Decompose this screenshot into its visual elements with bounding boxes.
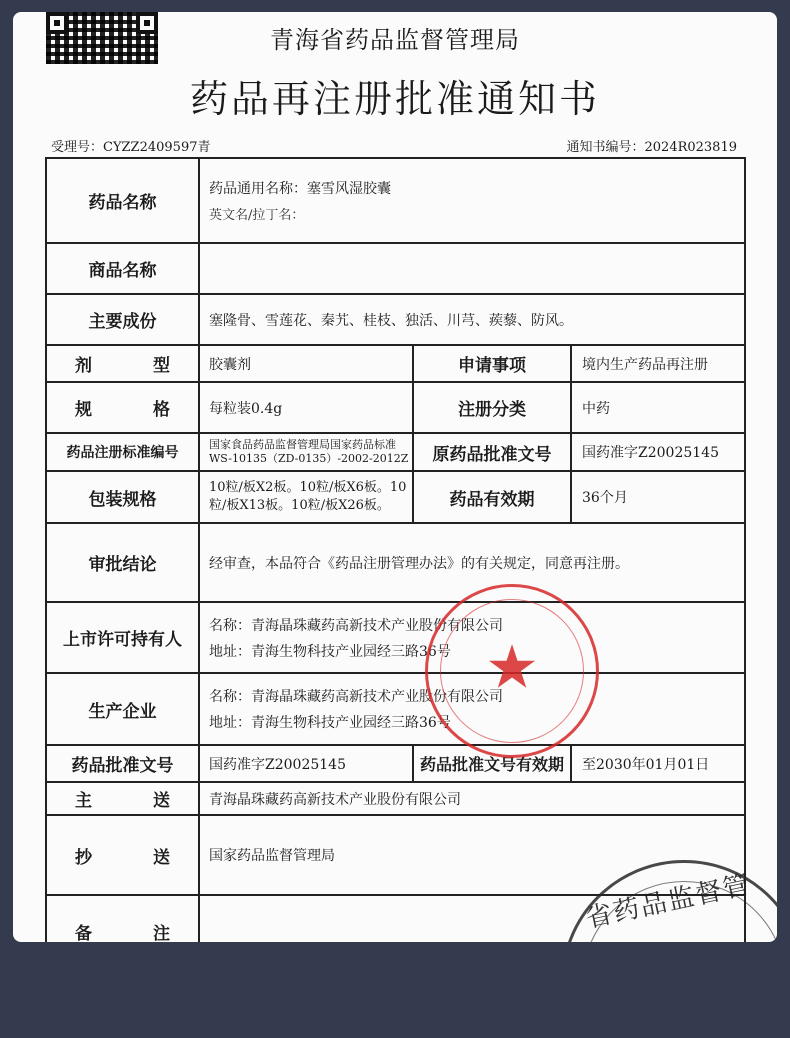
- value-trade-name: [200, 244, 744, 293]
- row-ingredients: [47, 295, 744, 346]
- label-ingredients: 主要成份: [47, 295, 200, 344]
- value-package: 10粒/板X2板。10粒/板X6板。10粒/板X13板。10粒/板X26板。: [200, 472, 414, 522]
- row-package: [47, 472, 744, 524]
- value-validity: 36个月: [582, 490, 628, 506]
- value-holder: [200, 603, 744, 672]
- holder-address: 地址：青海生物科技产业园经三路36号: [209, 643, 451, 660]
- label-original-approval: 原药品批准文号: [414, 434, 572, 470]
- acceptance-number: 受理号：CYZZ2409597青: [51, 140, 211, 155]
- label-remarks: 备 注: [47, 896, 200, 942]
- document-card: [13, 12, 777, 942]
- row-approval-number: [47, 746, 744, 783]
- manufacturer-name: 名称：青海晶珠藏药高新技术产业股份有限公司: [209, 689, 503, 705]
- english-name: 英文名/拉丁名：: [209, 208, 305, 223]
- value-standard: 国家食品药品监督管理局国家药品标准 WS-10135（ZD-0135）-2002-2012Z: [200, 434, 414, 470]
- label-category: 注册分类: [414, 383, 572, 432]
- label-conclusion: 审批结论: [47, 524, 200, 601]
- row-drug-name: [47, 159, 744, 244]
- row-main-to: [47, 783, 744, 816]
- generic-name: 药品通用名称：塞雪风湿胶囊: [209, 181, 391, 197]
- value-remarks: [200, 896, 744, 942]
- value-ingredients: 塞隆骨、雪莲花、秦艽、桂枝、独活、川芎、蒺藜、防风。: [209, 312, 573, 329]
- document-title: 药品再注册批准通知书: [189, 77, 600, 121]
- label-trade-name: 商品名称: [47, 244, 200, 293]
- row-remarks: [47, 896, 744, 942]
- value-manufacturer: [200, 674, 744, 744]
- agency-seal-text: 省药品监督管: [583, 869, 754, 935]
- row-spec: [47, 383, 744, 434]
- row-standard: [47, 434, 744, 472]
- label-dosage: 剂 型: [47, 346, 200, 381]
- row-trade-name: [47, 244, 744, 295]
- label-package: 包装规格: [47, 472, 200, 522]
- star-icon: ★: [485, 632, 539, 703]
- approval-table: [45, 157, 746, 942]
- row-dosage: [47, 346, 744, 383]
- label-validity: 药品有效期: [414, 472, 572, 522]
- row-manufacturer: [47, 674, 744, 746]
- label-drug-name: 药品名称: [47, 159, 200, 242]
- holder-name: 名称：青海晶珠藏药高新技术产业股份有限公司: [209, 617, 503, 634]
- row-conclusion: [47, 524, 744, 603]
- notice-number: 通知书编号：2024R023819: [566, 140, 737, 155]
- value-application: 境内生产药品再注册: [582, 356, 708, 373]
- value-dosage: 胶囊剂: [200, 346, 414, 381]
- value-conclusion: 经审查，本品符合《药品注册管理办法》的有关规定，同意再注册。: [209, 555, 629, 572]
- label-application: 申请事项: [414, 346, 572, 381]
- value-drug-name: [200, 159, 744, 242]
- label-approval-number: 药品批准文号: [47, 746, 200, 781]
- row-cc: [47, 816, 744, 896]
- value-spec: 每粒装0.4g: [200, 383, 414, 432]
- value-cc: 国家药品监督管理局: [209, 848, 335, 864]
- label-spec: 规 格: [47, 383, 200, 432]
- label-standard: 药品注册标准编号: [47, 434, 200, 470]
- value-category: 中药: [582, 400, 610, 417]
- value-original-approval: 国药准字Z20025145: [582, 445, 719, 461]
- label-cc: 抄 送: [47, 816, 200, 894]
- agency-name: 青海省药品监督管理局: [270, 26, 520, 54]
- manufacturer-address: 地址：青海生物科技产业园经三路36号: [209, 715, 451, 731]
- label-holder: 上市许可持有人: [47, 603, 200, 672]
- label-approval-validity: 药品批准文号有效期: [414, 746, 572, 781]
- value-approval-number: 国药准字Z20025145: [200, 746, 414, 781]
- value-approval-validity: 至2030年01月01日: [582, 756, 710, 773]
- row-holder: [47, 603, 744, 674]
- label-manufacturer: 生产企业: [47, 674, 200, 744]
- value-main-to: 青海晶珠藏药高新技术产业股份有限公司: [209, 791, 461, 808]
- label-main-to: 主 送: [47, 783, 200, 814]
